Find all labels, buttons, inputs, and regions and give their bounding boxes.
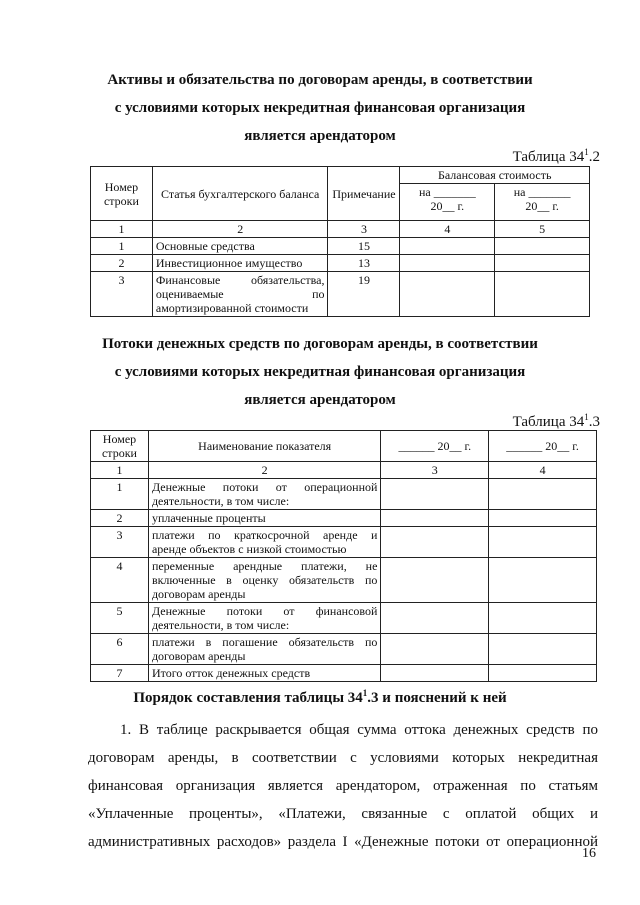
section-2-heading-line-2: с условиями которых некредитная финансовая организация [114,364,526,380]
header-period-2: ______ 20__ г. [489,431,597,462]
cashflow-table [90,430,597,682]
colnum-3: 3 [381,462,489,479]
colnum-5: 5 [495,221,590,238]
header-row-number: Номер строки [91,431,149,462]
header-date-2: на _______ 20__ г. [495,184,590,221]
table-row: 7 Итого отток денежных средств [91,665,597,682]
table-row: 1 Денежные потоки от операционной деятельности, в том числе: [91,479,597,510]
colnum-1: 1 [91,221,153,238]
header-note: Примечание [328,167,400,221]
balance-table [90,166,590,317]
section-1-heading [40,66,600,150]
colnum-1: 1 [91,462,149,479]
section-2-heading-line-3: является арендатором [244,392,396,408]
header-period-1: ______ 20__ г. [381,431,489,462]
table-1-caption: Таблица $34^1.2$ [512,147,600,165]
table-row: 6 платежи в погашение обязательств по договорам аренды [91,634,597,665]
header-date-1: на _______ 20__ г. [400,184,495,221]
section-1-heading-line-3: является арендатором [244,128,396,144]
table-2-caption: Таблица $34^1.3$ [512,412,600,430]
section-1-heading-line-1: Активы и обязательства по договорам аренды, в соответствии [107,72,533,88]
colnum-4: 4 [400,221,495,238]
table-row: 1 Основные средства 15 [91,238,590,255]
colnum-2: 2 [152,221,328,238]
table-row: 3 Финансовые обязательства, оцениваемые по амортизированной стоимости 19 [91,272,590,317]
section-2-heading-line-1: Потоки денежных средств по договорам аренды, в соответствии [102,336,538,352]
section-2-heading [40,330,600,414]
table-row: 2 Инвестиционное имущество 13 [91,255,590,272]
table-row: 2 уплаченные проценты [91,510,597,527]
table-row: 5 Денежные потоки от финансовой деятельности, в том числе: [91,603,597,634]
header-indicator: Наименование показателя [148,431,380,462]
paragraph-1-cont: договорам аренды, в соответствии с условиями которых некредитная финансовая организация является арендатором, отраженная по статьям «Уплаченные проценты», «Платежи, связанные с оплатой общих и административных расходов» раздела I «Денежные потоки от операционной [88,750,598,850]
section-1-heading-line-2: с условиями которых некредитная финансовая организация [114,100,526,116]
colnum-4: 4 [489,462,597,479]
section-3-heading: Порядок составления таблицы $34^1.3$ и пояснений к ней [133,688,507,706]
table-row: 4 переменные арендные платежи, не включенные в оценку обязательств по договорам аренды [91,558,597,603]
paragraph-1: 1. В таблице раскрывается общая сумма оттока денежных средств по [120,722,598,738]
header-item: Статья бухгалтерского баланса [152,167,328,221]
header-balance-value: Балансовая стоимость [400,167,590,184]
table-row: 3 платежи по краткосрочной аренде и аренде объектов с низкой стоимостью [91,527,597,558]
colnum-2: 2 [148,462,380,479]
header-row-number: Номер строки [91,167,153,221]
page-number: 16 [582,846,596,861]
colnum-3: 3 [328,221,400,238]
